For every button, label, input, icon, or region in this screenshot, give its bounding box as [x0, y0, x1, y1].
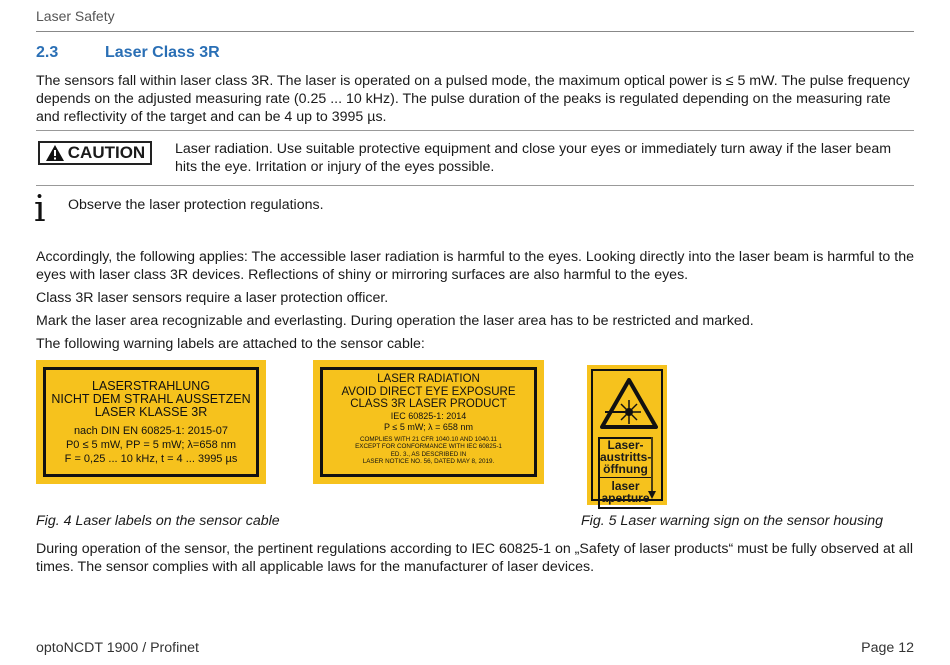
sign-de-3: öffnung [603, 462, 648, 476]
label-de-standard: nach DIN EN 60825-1: 2015-07 [73, 425, 229, 437]
label-en-small-1: COMPLIES WITH 21 CFR 1040.10 AND 1040.11 [359, 435, 498, 443]
info-text: Observe the laser protection regulations. [68, 197, 324, 213]
page-header: Laser Safety [36, 8, 115, 24]
officer-paragraph: Class 3R laser sensors require a laser protection officer. [36, 290, 389, 306]
section-heading [36, 44, 220, 62]
label-de-line-3: LASER KLASSE 3R [94, 405, 208, 419]
sign-en-1: laser [611, 479, 640, 493]
labels-intro-paragraph: The following warning labels are attached to the sensor cable: [36, 336, 425, 352]
caution-bottom-divider [36, 185, 914, 186]
header-divider [36, 31, 914, 32]
laser-label-english [313, 360, 544, 484]
closing-paragraph: During operation of the sensor, the pertinent regulations according to IEC 60825-1 on „Safety of laser products“ must be fully observed at all times. The sensor complies with all applicable laws for the manufacturer of laser devices. [36, 541, 913, 575]
section-number: 2.3 [36, 44, 59, 61]
warning-triangle-icon [45, 144, 65, 162]
label-en-small-3: ED. 3., AS DESCRIBED IN [390, 450, 467, 458]
section-title: Laser Class 3R [105, 44, 220, 61]
label-en-line-3: CLASS 3R LASER PRODUCT [350, 398, 507, 410]
sign-divider [600, 477, 651, 478]
figure-5-caption: Fig. 5 Laser warning sign on the sensor housing [581, 513, 884, 529]
laser-warning-sign [587, 365, 667, 505]
sign-de-1: Laser- [607, 438, 644, 452]
label-en-small-2: EXCEPT FOR CONFORMANCE WITH IEC 60825-1 [355, 443, 502, 450]
sign-de-2: austritts- [600, 450, 652, 464]
laser-hazard-icon [600, 378, 658, 430]
label-en-line-2: AVOID DIRECT EYE EXPOSURE [341, 385, 516, 398]
harm-paragraph: Accordingly, the following applies: The accessible laser radiation is harmful to the eyes. Looking directly into the laser beam is harmful to the eyes with laser class 3R devices. Reflections of shiny or mirroring surfaces are also harmful to the eyes. [36, 249, 914, 283]
footer-page-number: Page 12 [861, 640, 914, 656]
label-de-power: P0 ≤ 5 mW, PP = 5 mW; λ=658 nm [65, 439, 237, 451]
figure-4-caption: Fig. 4 Laser labels on the sensor cable [36, 513, 280, 529]
aperture-label [598, 437, 651, 509]
label-de-line-1: LASERSTRAHLUNG [91, 379, 211, 393]
footer-product: optoNCDT 1900 / Profinet [36, 640, 199, 656]
caution-text: Laser radiation. Use suitable protective equipment and close your eyes or immediately turn away if the laser beam hits the eye. Irritation or injury of the eyes possible. [175, 141, 892, 175]
caution-label: CAUTION [67, 143, 146, 162]
label-de-line-2: NICHT DEM STRAHL AUSSETZEN [51, 392, 251, 406]
sign-en-2: aperture [601, 491, 650, 505]
laser-label-german [36, 360, 266, 484]
caution-top-divider [36, 130, 914, 131]
intro-paragraph: The sensors fall within laser class 3R. The laser is operated on a pulsed mode, the maximum optical power is ≤ 5 mW. The pulse frequency depends on the adjusted measuring rate (0.25 ... 10 kHz). The pulse duration of the peaks is regulated depending on the measuring rate and reflectivity of the target and can be 4 up to 3995 µs. [36, 73, 910, 125]
caution-badge [38, 141, 152, 165]
info-icon: i [34, 189, 46, 230]
label-en-line-1: LASER RADIATION [377, 373, 480, 385]
label-en-small-4: LASER NOTICE NO. 56, DATED MAY 8, 2019. [362, 458, 495, 465]
label-de-frequency: F = 0,25 ... 10 kHz, t = 4 ... 3995 µs [64, 453, 238, 465]
label-en-power: P ≤ 5 mW; λ = 658 nm [384, 421, 473, 432]
marking-paragraph: Mark the laser area recognizable and everlasting. During operation the laser area has to be restricted and marked. [36, 313, 754, 329]
label-en-standard: IEC 60825-1: 2014 [390, 410, 467, 421]
arrow-down-icon [647, 437, 657, 501]
